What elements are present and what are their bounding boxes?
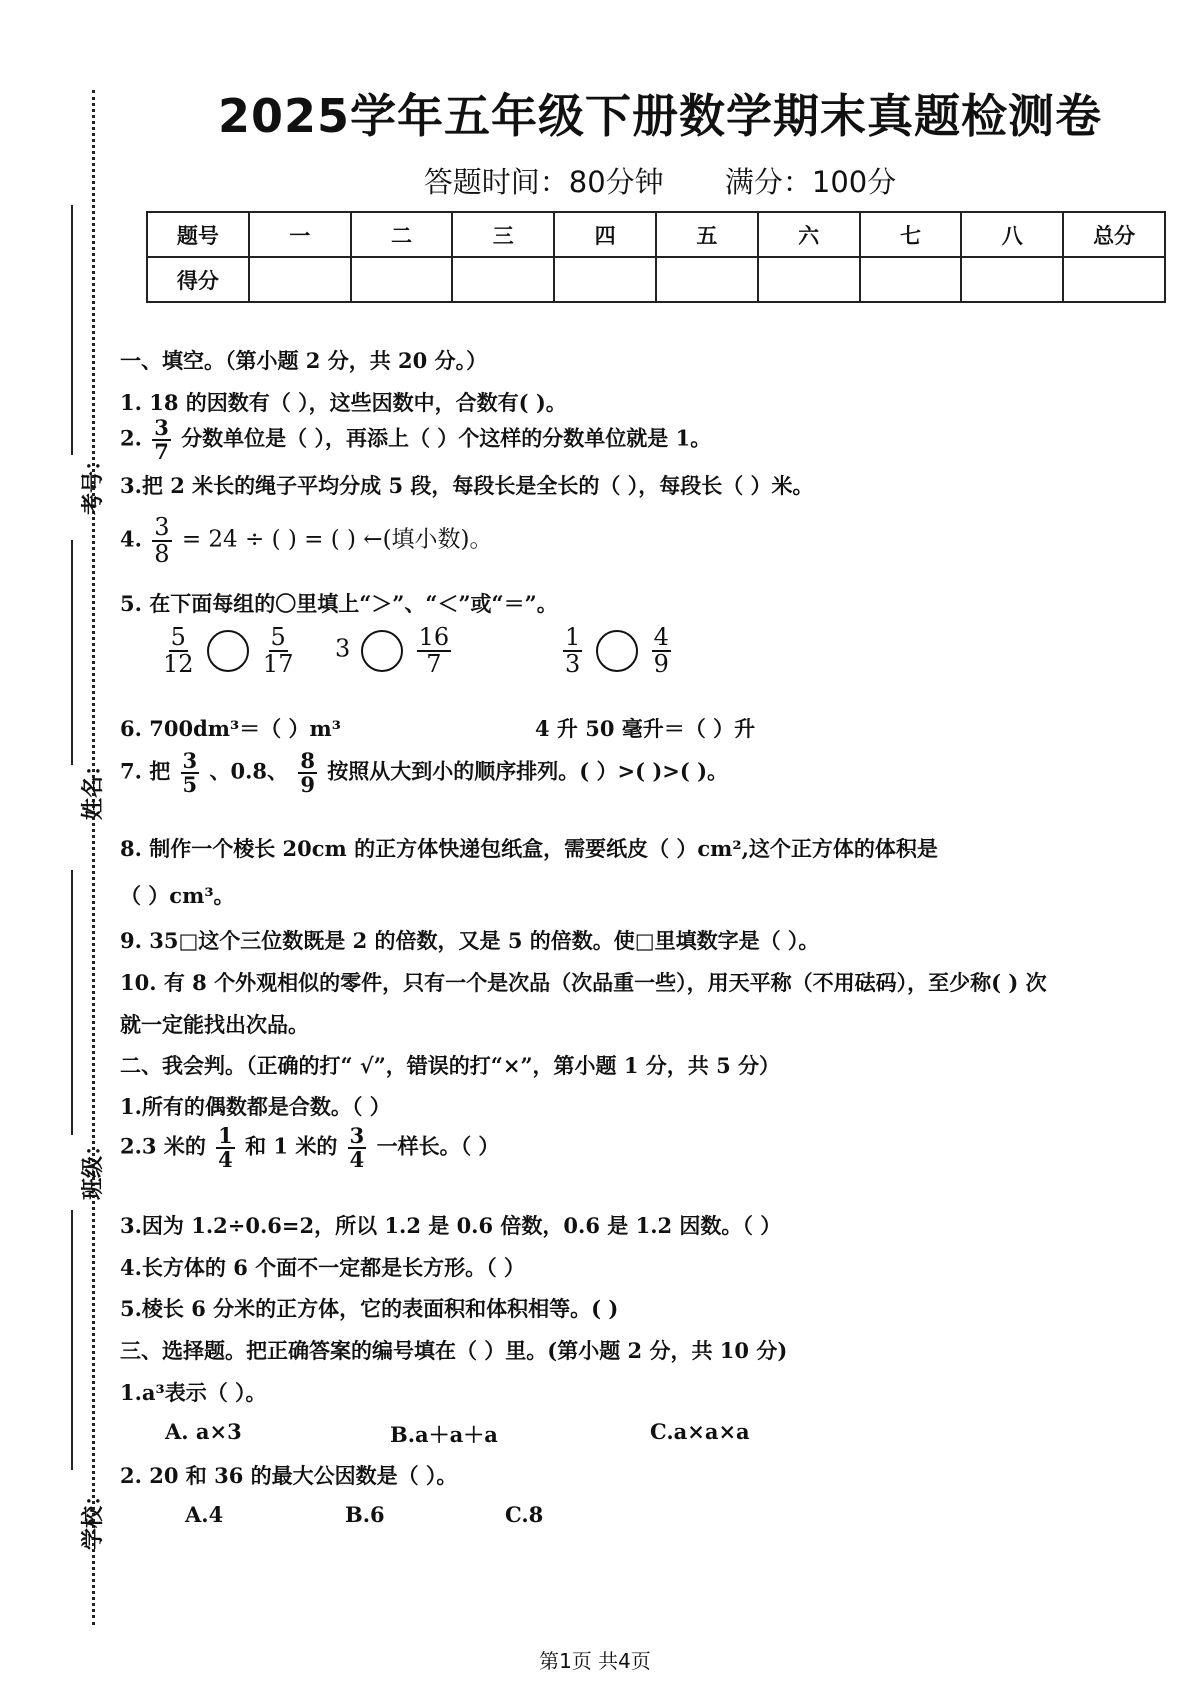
- question-3-2: 2. 20 和 36 的最大公因数是（ ）。: [120, 1463, 458, 1488]
- question-1-3: 3.把 2 米长的绳子平均分成 5 段，每段长是全长的（ ），每段长（ ）米。: [120, 473, 814, 498]
- score-header-cell: 七: [860, 212, 962, 257]
- school-label: 学校：: [81, 1483, 106, 1550]
- fraction: $\frac{3}{7}$: [154, 415, 169, 465]
- question-1-1: 1. 18 的因数有（ ），这些因数中，合数有( )。: [120, 390, 567, 415]
- option-3-2-b: B.6: [345, 1502, 385, 1527]
- question-1-8b: （ ）cm³。: [120, 883, 235, 908]
- score-header-cell: 题号: [147, 212, 249, 257]
- score-cell[interactable]: [249, 257, 351, 302]
- question-3-1: 1.a³表示（ ）。: [120, 1380, 267, 1405]
- score-table: [146, 211, 1166, 303]
- section-2-title: 二、我会判。（正确的打“ √”，错误的打“×”，第小题 1 分，共 5 分）: [120, 1053, 780, 1078]
- option-3-2-a: A.4: [185, 1502, 224, 1527]
- option-3-1-c: C.a×a×a: [650, 1419, 750, 1444]
- question-2-1: 1.所有的偶数都是合数。（ ）: [120, 1094, 391, 1119]
- compare-circle[interactable]: [596, 630, 638, 672]
- question-1-8a: 8. 制作一个棱长 20cm 的正方体快递包纸盒，需要纸皮（ ）cm²,这个正方体的体积是: [120, 836, 938, 861]
- score-cell[interactable]: [1063, 257, 1165, 302]
- question-1-6b: 4 升 50 毫升＝（ ）升: [535, 716, 756, 741]
- score-cell[interactable]: [860, 257, 962, 302]
- score-header-cell: 一: [249, 212, 351, 257]
- question-2-2: 2.3 米的 $\frac{1}{4}$ 和 1 米的 $\frac{3}{4}$ 一样长。（ ）: [120, 1123, 500, 1173]
- binding-sidebar: [0, 0, 110, 1682]
- question-1-7: 7. 把 $\frac{3}{5}$ 、0.8、 $\frac{8}{9}$ 按照从大到小的顺序排列。( ）>( )>( )。: [120, 748, 729, 798]
- score-cell[interactable]: [351, 257, 453, 302]
- option-3-2-c: C.8: [505, 1502, 544, 1527]
- score-header-cell: 六: [758, 212, 860, 257]
- question-1-9: 9. 35□这个三位数既是 2 的倍数，又是 5 的倍数。使□里填数字是（ ）。: [120, 928, 820, 953]
- compare-group-b: 3 $\frac{16}{7}$: [335, 623, 450, 679]
- exam-title: 2025学年五年级下册数学期末真题检测卷: [217, 89, 1103, 143]
- score-header-cell: 四: [554, 212, 656, 257]
- question-1-6a: 6. 700dm³＝（ ）m³: [120, 716, 341, 741]
- fraction: $\frac{3}{4}$: [349, 1123, 365, 1173]
- question-2-4: 4.长方体的 6 个面不一定都是长方形。（ ）: [120, 1255, 525, 1280]
- fraction: $\frac{3}{8}$: [154, 513, 170, 569]
- fraction: $\frac{1}{4}$: [218, 1123, 233, 1173]
- name-label: 姓名：: [81, 753, 106, 820]
- option-3-1-a: A. a×3: [165, 1419, 242, 1444]
- cut-line: [92, 90, 95, 1625]
- page-footer: 第1页 共4页: [539, 1649, 651, 1673]
- score-header-cell: 二: [351, 212, 453, 257]
- class-label: 班级：: [81, 1133, 106, 1200]
- fraction: $\frac{3}{5}$: [182, 748, 198, 798]
- compare-group-a: $\frac{5}{12}$ $\frac{5}{17}$: [163, 623, 294, 679]
- score-table-score-row: [147, 257, 1165, 302]
- score-cell[interactable]: [452, 257, 554, 302]
- question-1-4: 4. $\frac{3}{8}$ = 24 ÷ ( ) = ( ) ←(填小数)。: [120, 513, 493, 569]
- exam-subtitle: [200, 160, 1120, 201]
- question-1-10a: 10. 有 8 个外观相似的零件，只有一个是次品（次品重一些），用天平称（不用砝码），至少称( ) 次: [120, 970, 1047, 995]
- fraction: $\frac{8}{9}$: [300, 748, 315, 798]
- question-1-10b: 就一定能找出次品。: [120, 1012, 309, 1037]
- score-header-cell: 总分: [1063, 212, 1165, 257]
- score-header-cell: 三: [452, 212, 554, 257]
- section-1-title: 一、填空。（第小题 2 分，共 20 分。）: [120, 348, 488, 373]
- question-2-5: 5.棱长 6 分米的正方体，它的表面积和体积相等。( ): [120, 1296, 619, 1321]
- question-1-2: 2. $\frac{3}{7}$ 分数单位是（ ），再添上（ ）个这样的分数单位就是 1。: [120, 415, 712, 465]
- score-header-cell: 八: [961, 212, 1063, 257]
- score-cell[interactable]: [961, 257, 1063, 302]
- section-3-title: 三、选择题。把正确答案的编号填在（ ）里。(第小题 2 分，共 10 分): [120, 1338, 788, 1363]
- question-2-3: 3.因为 1.2÷0.6=2，所以 1.2 是 0.6 倍数，0.6 是 1.2 因数。（ ）: [120, 1213, 782, 1238]
- compare-circle[interactable]: [207, 630, 249, 672]
- exam-number-label: 考号：: [81, 448, 106, 515]
- score-row-label: 得分: [147, 257, 249, 302]
- option-3-1-b: B.a＋a＋a: [390, 1422, 498, 1447]
- score-cell[interactable]: [758, 257, 860, 302]
- score-header-cell: 五: [656, 212, 758, 257]
- score-cell[interactable]: [554, 257, 656, 302]
- full-score: 满分：100分: [724, 165, 897, 199]
- compare-group-c: $\frac{1}{3}$ $\frac{4}{9}$: [565, 623, 669, 679]
- time-limit: 答题时间：80分钟: [423, 165, 664, 199]
- score-cell[interactable]: [656, 257, 758, 302]
- question-1-5: 5. 在下面每组的〇里填上“＞”、“＜”或“＝”。: [120, 591, 558, 616]
- compare-circle[interactable]: [361, 630, 403, 672]
- score-table-header-row: [147, 212, 1165, 257]
